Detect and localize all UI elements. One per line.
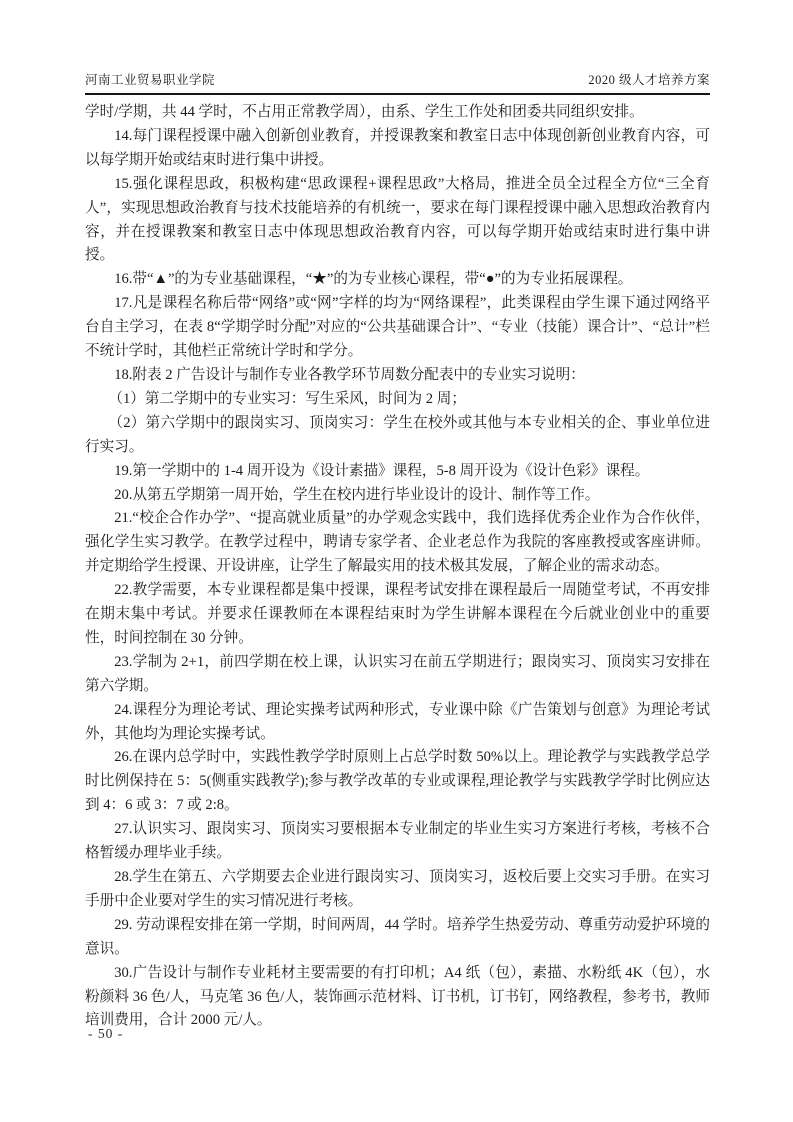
paragraph-continuation: 学时/学期，共 44 学时，不占用正常教学周），由系、学生工作处和团委共同组织安排。 bbox=[85, 104, 644, 120]
paragraph-item-24: 24.课程分为理论考试、理论实操考试两种形式，专业课中除《广告策划与创意》为理论考试外，其他均为理论实操考试。 bbox=[85, 701, 710, 742]
paragraph-item-23: 23.学制为 2+1，前四学期在校上课，认识实习在前五学期进行；跟岗实习、顶岗实习安排在第六学期。 bbox=[85, 653, 710, 694]
paragraph-item-27: 27.认识实习、跟岗实习、顶岗实习要根据本专业制定的毕业生实习方案进行考核，考核不合格暂缓办理毕业手续。 bbox=[85, 821, 710, 862]
paragraph-item-15: 15.强化课程思政，积极构建“思政课程+课程思政”大格局，推进全员全过程全方位“三全育人”，实现思想政治教育与技术技能培养的有机统一，要求在每门课程授课中融入思想政治教育内容，并在授课教案和教室日志中体现思想政治教育内容，可以每学期开始或结束时进行集中讲授。 bbox=[85, 175, 710, 264]
paragraph-item-17: 17.凡是课程名称后带“网络”或“网”字样的均为“网络课程”，此类课程由学生课下通过网络平台自主学习，在表 8“学期学时分配”对应的“公共基础课合计”、“专业（技能）课合计”、“总计”栏不统计学时，其他栏正常统计学时和学分。 bbox=[85, 295, 710, 360]
paragraph-item-26: 26.在课内总学时中，实践性教学学时原则上占总学时数 50%以上。理论教学与实践教学总学时比例保持在 5：5(侧重实践教学);参与教学改革的专业或课程,理论教学与实践教学学时比例应达到 4：6 或 3：7 或 2:8。 bbox=[85, 749, 710, 814]
paragraph-item-16: 16.带“▲”的为专业基础课程，“★”的为专业核心课程，带“●”的为专业拓展课程。 bbox=[114, 271, 633, 288]
header-document-title: 2020 级人才培养方案 bbox=[588, 73, 710, 87]
paragraph-item-21: 21.“校企合作办学”、“提高就业质量”的办学观念实践中，我们选择优秀企业作为合作伙伴，强化学生实习教学。在教学过程中，聘请专家学者、企业老总作为我院的客座教授或客座讲师。并定期给学生授课、开设讲座，让学生了解最实用的技术极其发展，了解企业的需求动态。 bbox=[85, 510, 710, 575]
page-footer bbox=[88, 1026, 123, 1042]
paragraph-item-18-sub-2: （2）第六学期中的跟岗实习、顶岗实习：学生在校外或其他与本专业相关的企、事业单位进行实习。 bbox=[85, 414, 710, 455]
paragraph-item-14: 14.每门课程授课中融入创新创业教育，并授课教案和教室日志中体现创新创业教育内容，可以每学期开始或结束时进行集中讲授。 bbox=[85, 127, 710, 168]
paragraph-item-22: 22.教学需要，本专业课程都是集中授课，课程考试安排在课程最后一周随堂考试，不再安排在期末集中考试。并要求任课教师在本课程结束时为学生讲解本课程在今后就业创业中的重要性，时间控制在 30 分钟。 bbox=[85, 582, 710, 646]
page-number: - 50 - bbox=[88, 1026, 124, 1041]
header-school-name: 河南工业贸易职业学院 bbox=[85, 73, 216, 87]
paragraph-item-18: 18.附表 2 广告设计与制作专业各教学环节周数分配表中的专业实习说明： bbox=[114, 366, 585, 383]
paragraph-item-18-sub-1: （1）第二学期中的专业实习：写生采风，时间为 2 周； bbox=[108, 390, 466, 407]
page-header bbox=[85, 72, 710, 95]
paragraph-item-19: 19.第一学期中的 1-4 周开设为《设计素描》课程，5-8 周开设为《设计色彩》课程。 bbox=[114, 462, 650, 479]
paragraph-item-28: 28.学生在第五、六学期要去企业进行跟岗实习、顶岗实习，返校后要上交实习手册。在实习手册中企业要对学生的实习情况进行考核。 bbox=[85, 869, 710, 909]
paragraph-item-30: 30.广告设计与制作专业耗材主要需要的有打印机；A4 纸（包），素描、水粉纸 4K（包），水粉颜料 36 色/人，马克笔 36 色/人，装饰画示范材料、订书机，订书钉，网络教程，参考书，教师培训费用，合计 2000 元/人。 bbox=[85, 964, 710, 1029]
paragraph-item-29: 29. 劳动课程安排在第一学期，时间两周，44 学时。培养学生热爱劳动、尊重劳动爱护环境的意识。 bbox=[85, 916, 710, 957]
document-body bbox=[85, 101, 710, 1033]
paragraph-item-20: 20.从第五学期第一周开始，学生在校内进行毕业设计的设计、制作等工作。 bbox=[114, 486, 600, 503]
